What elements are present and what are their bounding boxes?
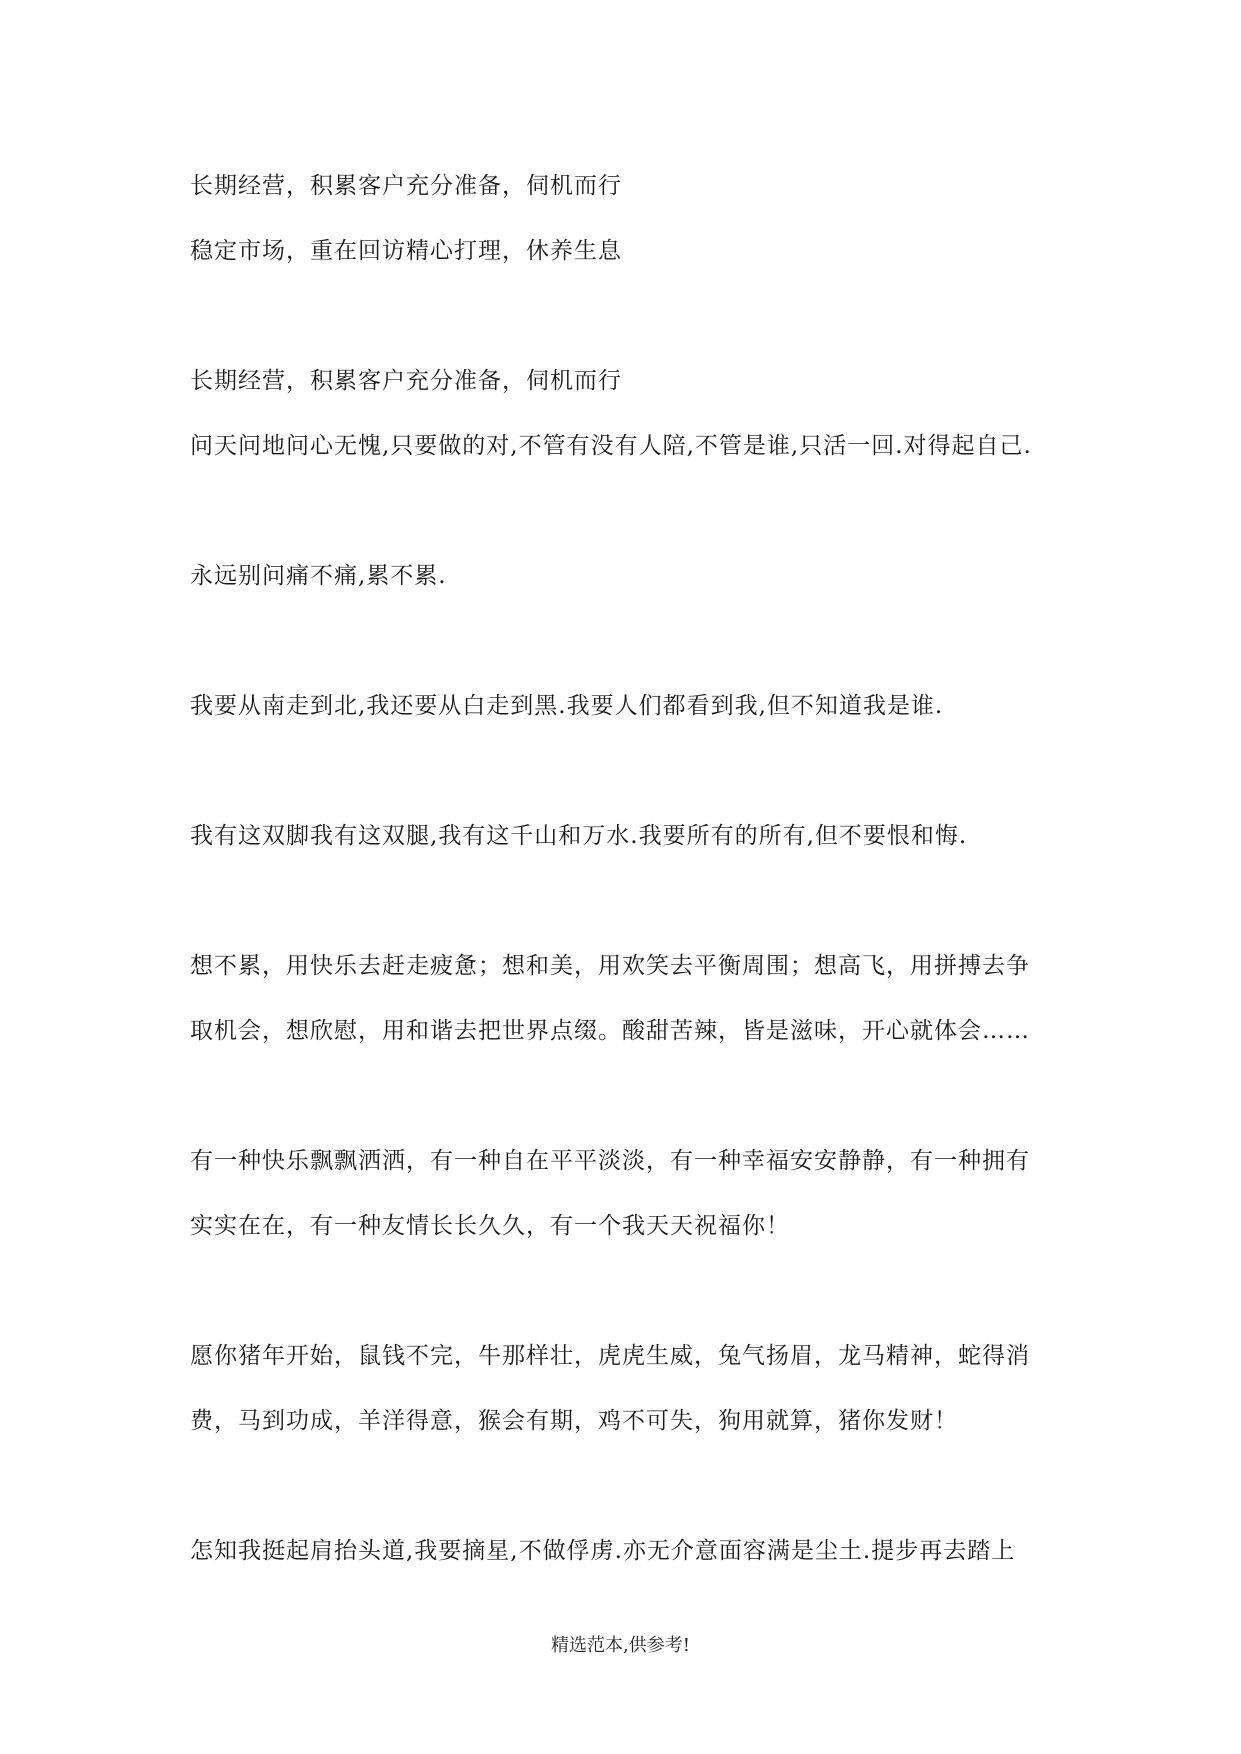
text-line: 有一种快乐飘飘洒洒，有一种自在平平淡淡，有一种幸福安安静静，有一种拥有 <box>190 1148 1030 1174</box>
text-line: 愿你猪年开始，鼠钱不完，牛那样壮，虎虎生威，兔气扬眉，龙马精神，蛇得消 <box>190 1343 1030 1369</box>
text-line: 想不累，用快乐去赶走疲惫；想和美，用欢笑去平衡周围；想高飞，用拼搏去争 <box>190 953 1030 979</box>
text-line: 实实在在，有一种友情长长久久，有一个我天天祝福你！ <box>190 1213 790 1239</box>
text-line: 我要从南走到北,我还要从白走到黑.我要人们都看到我,但不知道我是谁. <box>190 693 944 719</box>
text-line: 长期经营，积累客户充分准备，伺机而行 <box>190 173 622 199</box>
text-line: 稳定市场，重在回访精心打理，休养生息 <box>190 238 622 264</box>
text-line: 长期经营，积累客户充分准备，伺机而行 <box>190 368 622 394</box>
text-line: 永远别问痛不痛,累不累. <box>190 563 447 589</box>
text-line: 费，马到功成，羊洋得意，猴会有期，鸡不可失，狗用就算，猪你发财！ <box>190 1408 958 1434</box>
text-line: 怎知我挺起肩抬头道,我要摘星,不做俘虏.亦无介意面容满是尘土.提步再去踏上 <box>190 1538 1016 1564</box>
text-line: 我有这双脚我有这双腿,我有这千山和万水.我要所有的所有,但不要恨和悔. <box>190 823 968 849</box>
text-line: 问天问地问心无愧,只要做的对,不管有没有人陪,不管是谁,只活一回.对得起自己. <box>190 433 1032 459</box>
text-line: 取机会，想欣慰，用和谐去把世界点缀。酸甜苦辣，皆是滋味，开心就体会…… <box>190 1018 1030 1044</box>
page-footer: 精选范本,供参考! <box>551 1635 690 1656</box>
